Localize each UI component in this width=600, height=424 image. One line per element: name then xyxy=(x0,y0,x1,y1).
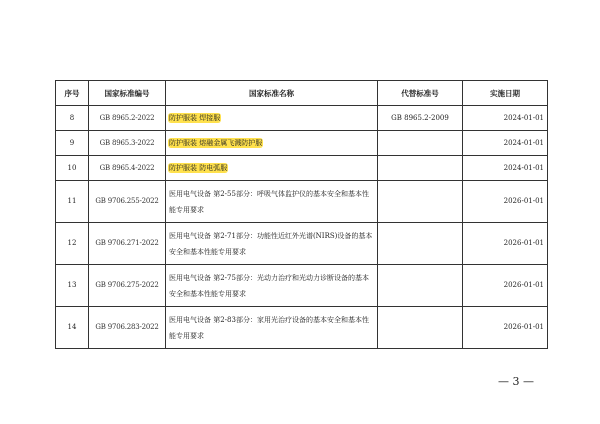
table-row xyxy=(56,106,548,131)
table-row xyxy=(56,156,548,181)
page-number: — 3 — xyxy=(498,375,534,388)
header-code: 国家标准编号 xyxy=(89,81,166,106)
row-date: 2024-01-01 xyxy=(463,156,548,181)
row-seq: 9 xyxy=(56,131,89,156)
row-replaced xyxy=(378,131,463,156)
table-header-row xyxy=(56,81,548,106)
row-code: GB 8965.3-2022 xyxy=(89,131,166,156)
row-replaced xyxy=(378,181,463,223)
row-date: 2026-01-01 xyxy=(463,223,548,265)
row-code: GB 9706.283-2022 xyxy=(89,307,166,349)
table-row xyxy=(56,307,548,349)
row-name: 防护服装 熔融金属飞溅防护服 xyxy=(169,138,263,147)
table-row xyxy=(56,223,548,265)
row-name: 防护服装 防电弧服 xyxy=(169,163,228,172)
row-date: 2024-01-01 xyxy=(463,106,548,131)
header-replaced: 代替标准号 xyxy=(378,81,463,106)
header-seq: 序号 xyxy=(56,81,89,106)
row-replaced: GB 8965.2-2009 xyxy=(378,106,463,131)
row-date: 2024-01-01 xyxy=(463,131,548,156)
row-code: GB 8965.4-2022 xyxy=(89,156,166,181)
table-row xyxy=(56,181,548,223)
row-date: 2026-01-01 xyxy=(463,265,548,307)
row-name: 医用电气设备 第2-75部分：光动力治疗和光动力诊断设备的基本安全和基本性能专用要求 xyxy=(166,265,378,307)
row-seq: 14 xyxy=(56,307,89,349)
row-code: GB 9706.275-2022 xyxy=(89,265,166,307)
row-name: 医用电气设备 第2-83部分：家用光治疗设备的基本安全和基本性能专用要求 xyxy=(166,307,378,349)
row-seq: 8 xyxy=(56,106,89,131)
header-name: 国家标准名称 xyxy=(166,81,378,106)
row-seq: 13 xyxy=(56,265,89,307)
row-replaced xyxy=(378,307,463,349)
row-code: GB 9706.271-2022 xyxy=(89,223,166,265)
standards-table xyxy=(55,80,548,349)
row-date: 2026-01-01 xyxy=(463,181,548,223)
row-replaced xyxy=(378,265,463,307)
row-name-cell xyxy=(166,156,378,181)
row-name: 医用电气设备 第2-55部分：呼吸气体监护仪的基本安全和基本性能专用要求 xyxy=(166,181,378,223)
row-name-cell xyxy=(166,131,378,156)
row-name: 医用电气设备 第2-71部分：功能性近红外光谱(NIRS)设备的基本安全和基本性能专用要求 xyxy=(166,223,378,265)
row-code: GB 8965.2-2022 xyxy=(89,106,166,131)
row-replaced xyxy=(378,156,463,181)
row-seq: 11 xyxy=(56,181,89,223)
row-date: 2026-01-01 xyxy=(463,307,548,349)
header-date: 实施日期 xyxy=(463,81,548,106)
row-seq: 10 xyxy=(56,156,89,181)
table-row xyxy=(56,265,548,307)
row-name-cell xyxy=(166,106,378,131)
row-seq: 12 xyxy=(56,223,89,265)
row-replaced xyxy=(378,223,463,265)
table-row xyxy=(56,131,548,156)
row-code: GB 9706.255-2022 xyxy=(89,181,166,223)
row-name: 防护服装 焊接服 xyxy=(169,113,221,122)
